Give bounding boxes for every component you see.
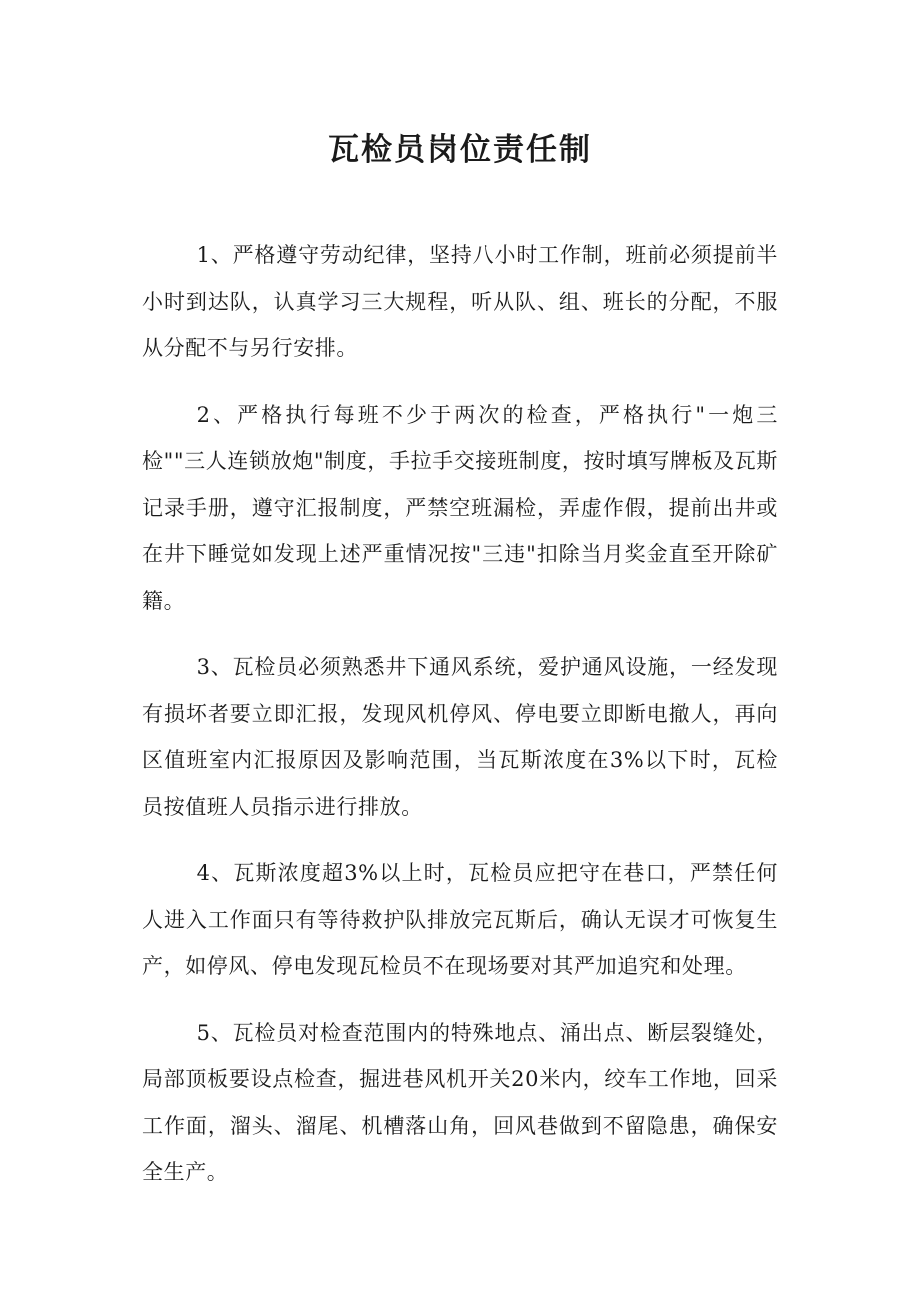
paragraph-3: 3、瓦检员必须熟悉井下通风系统，爱护通风设施，一经发现有损坏者要立即汇报，发现风机停风、停电要立即断电撤人，再向区值班室内汇报原因及影响范围，当瓦斯浓度在3%以下时，瓦检员按值班人员指示进行排放。	[142, 655, 778, 819]
paragraph-2: 2、严格执行每班不少于两次的检查，严格执行"一炮三检""三人连锁放炮"制度，手拉手交接班制度，按时填写牌板及瓦斯记录手册，遵守汇报制度，严禁空班漏检，弄虚作假，提前出井或在井下睡觉如发现上述严重情况按"三违"扣除当月奖金直至开除矿籍。	[142, 402, 778, 613]
paragraph-1: 1、严格遵守劳动纪律，坚持八小时工作制，班前必须提前半小时到达队，认真学习三大规程，听从队、组、班长的分配，不服从分配不与另行安排。	[142, 243, 778, 360]
paragraph-4: 4、瓦斯浓度超3%以上时，瓦检员应把守在巷口，严禁任何人进入工作面只有等待救护队排放完瓦斯后，确认无误才可恢复生产，如停风、停电发现瓦检员不在现场要对其严加追究和处理。	[142, 861, 778, 978]
document-title: 瓦检员岗位责任制	[328, 132, 592, 168]
paragraph-5: 5、瓦检员对检查范围内的特殊地点、涌出点、断层裂缝处，局部顶板要设点检查，掘进巷风机开关20米内，绞车工作地，回采工作面，溜头、溜尾、机槽落山角，回风巷做到不留隐患，确保安全生产。	[142, 1020, 778, 1184]
document-body	[142, 232, 778, 1216]
